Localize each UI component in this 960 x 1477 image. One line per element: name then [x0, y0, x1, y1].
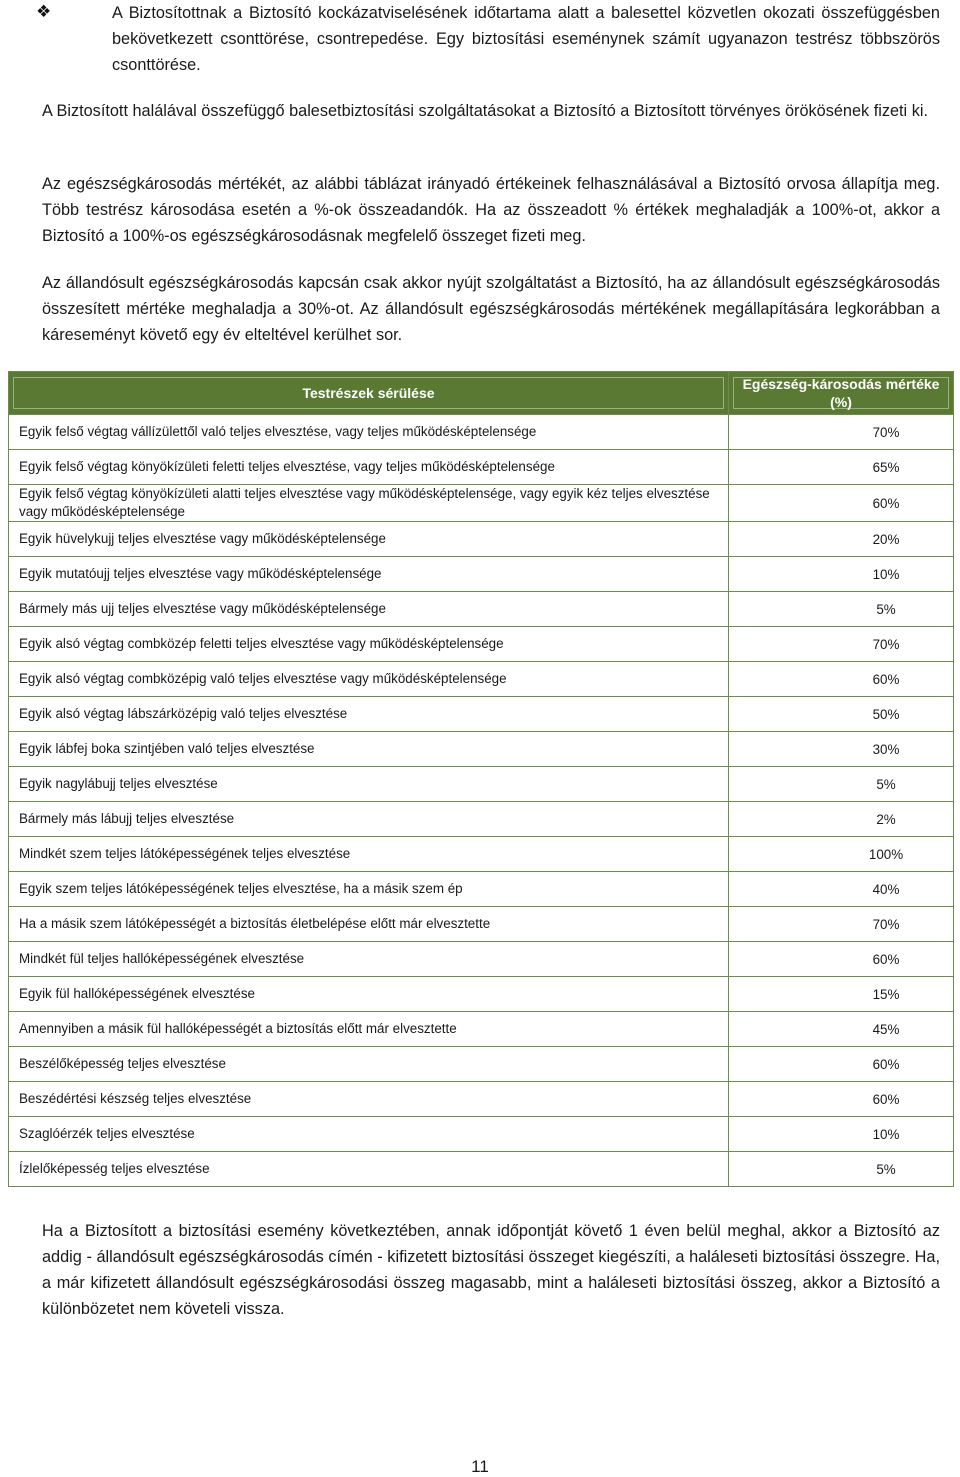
injury-name-cell: Egyik felső végtag könyökízületi alatti teljes elvesztése vagy működésképtelensége, vagy egyik kéz teljes elvesztése vagy működésképtelensége	[9, 485, 729, 522]
table-row	[9, 1117, 954, 1152]
injury-name-cell: Egyik alsó végtag combközép feletti teljes elvesztése vagy működésképtelensége	[9, 627, 729, 662]
table-row	[9, 942, 954, 977]
bullet-paragraph-fracture: A Biztosítottnak a Biztosító kockázatviselésének időtartama alatt a balesettel közvetlen okozati összefüggésben bekövetkezett csonttörése, csontrepedése. Egy biztosítási eseménynek számít ugyanazon testrész többszörös csonttörése.	[112, 4, 940, 74]
paragraph-heirs: A Biztosított halálával összefüggő balesetbiztosítási szolgáltatásokat a Biztosító a Biztosított törvényes örökösének fizeti ki.	[42, 102, 928, 120]
header-rate: Egészség-károsodás mértéke (%)	[729, 372, 954, 415]
table-body	[9, 415, 954, 1187]
table-row	[9, 1012, 954, 1047]
injury-rate-cell: 10%	[729, 1117, 954, 1152]
injury-rate-cell: 2%	[729, 802, 954, 837]
injury-name-cell: Beszédértési készség teljes elvesztése	[9, 1082, 729, 1117]
injury-name-cell: Egyik mutatóujj teljes elvesztése vagy működésképtelensége	[9, 557, 729, 592]
injury-name-cell: Bármely más ujj teljes elvesztése vagy működésképtelensége	[9, 592, 729, 627]
injury-rate-cell: 70%	[729, 907, 954, 942]
injury-rate-cell: 70%	[729, 627, 954, 662]
table-row	[9, 557, 954, 592]
injury-name-cell: Mindkét szem teljes látóképességének teljes elvesztése	[9, 837, 729, 872]
injury-name-cell: Amennyiben a másik fül hallóképességét a biztosítás előtt már elvesztette	[9, 1012, 729, 1047]
injury-rate-cell: 40%	[729, 872, 954, 907]
injury-name-cell: Beszélőképesség teljes elvesztése	[9, 1047, 729, 1082]
injury-name-cell: Ízlelőképesség teljes elvesztése	[9, 1152, 729, 1187]
injury-rate-table	[8, 371, 954, 1187]
injury-name-cell: Egyik hüvelykujj teljes elvesztése vagy működésképtelensége	[9, 522, 729, 557]
injury-name-cell: Egyik felső végtag könyökízületi feletti teljes elvesztése, vagy teljes működésképtelensége	[9, 450, 729, 485]
table-row	[9, 837, 954, 872]
injury-rate-cell: 60%	[729, 942, 954, 977]
injury-rate-cell: 60%	[729, 485, 954, 522]
injury-rate-cell: 60%	[729, 1047, 954, 1082]
injury-rate-cell: 20%	[729, 522, 954, 557]
injury-name-cell: Ha a másik szem látóképességét a biztosítás életbelépése előtt már elvesztette	[9, 907, 729, 942]
paragraph-death-supplement: Ha a Biztosított a biztosítási esemény következtében, annak időpontját követő 1 éven belül meghal, akkor a Biztosító az addig - állandósult egészségkárosodás címén - kifizetett biztosítási összeget kiegészíti, a haláleseti biztosítási összegre. Ha, a már kifizetett állandósult egészségkárosodási összeg magasabb, mint a haláleseti biztosítási összeg, akkor a Biztosító a különbözetet nem követeli vissza.	[42, 1222, 940, 1318]
paragraph-rate-assessment: Az egészségkárosodás mértékét, az alábbi táblázat irányadó értékeinek felhasználásával a Biztosító orvosa állapítja meg. Több testrész károsodása esetén a %-ok összeadandók. Ha az összeadott % értékek meghaladják a 100%-ot, akkor a Biztosító a 100%-os egészségkárosodásnak megfelelő összeget fizeti meg.	[42, 175, 940, 245]
injury-rate-cell: 30%	[729, 732, 954, 767]
injury-name-cell: Egyik felső végtag vállízülettől való teljes elvesztése, vagy teljes működésképtelensége	[9, 415, 729, 450]
injury-rate-cell: 60%	[729, 662, 954, 697]
table-row	[9, 802, 954, 837]
table-row	[9, 1047, 954, 1082]
injury-rate-cell: 45%	[729, 1012, 954, 1047]
table-row	[9, 872, 954, 907]
page-number: 11	[471, 1457, 489, 1476]
injury-rate-cell: 50%	[729, 697, 954, 732]
injury-name-cell: Szaglóérzék teljes elvesztése	[9, 1117, 729, 1152]
table-row	[9, 662, 954, 697]
injury-rate-cell: 100%	[729, 837, 954, 872]
table-row	[9, 1152, 954, 1187]
injury-name-cell: Egyik lábfej boka szintjében való teljes elvesztése	[9, 732, 729, 767]
injury-name-cell: Egyik fül hallóképességének elvesztése	[9, 977, 729, 1012]
table-row	[9, 1082, 954, 1117]
injury-rate-cell: 60%	[729, 1082, 954, 1117]
injury-rate-cell: 65%	[729, 450, 954, 485]
injury-name-cell: Mindkét fül teljes hallóképességének elvesztése	[9, 942, 729, 977]
injury-rate-cell: 5%	[729, 1152, 954, 1187]
paragraph-permanent-damage: Az állandósult egészségkárosodás kapcsán csak akkor nyújt szolgáltatást a Biztosító, ha az állandósult egészségkárosodás összesített mértéke meghaladja a 30%-ot. Az állandósult egészségkárosodás mértékének megállapítására legkorábban a káreseményt követő egy év elteltével kerülhet sor.	[42, 274, 940, 344]
injury-rate-cell: 10%	[729, 557, 954, 592]
table-row	[9, 485, 954, 522]
injury-rate-cell: 70%	[729, 415, 954, 450]
table-row	[9, 450, 954, 485]
table-row	[9, 907, 954, 942]
injury-rate-cell: 15%	[729, 977, 954, 1012]
diamond-bullet-icon: ❖	[36, 2, 52, 22]
table-row	[9, 697, 954, 732]
injury-rate-cell: 5%	[729, 767, 954, 802]
injury-name-cell: Egyik szem teljes látóképességének teljes elvesztése, ha a másik szem ép	[9, 872, 729, 907]
injury-name-cell: Egyik nagylábujj teljes elvesztése	[9, 767, 729, 802]
injury-rate-cell: 5%	[729, 592, 954, 627]
table-row	[9, 732, 954, 767]
table-row	[9, 592, 954, 627]
header-injury: Testrészek sérülése	[9, 372, 729, 415]
injury-name-cell: Egyik alsó végtag lábszárközépig való teljes elvesztése	[9, 697, 729, 732]
injury-name-cell: Egyik alsó végtag combközépig való teljes elvesztése vagy működésképtelensége	[9, 662, 729, 697]
table-row	[9, 415, 954, 450]
table-row	[9, 767, 954, 802]
table-row	[9, 627, 954, 662]
injury-name-cell: Bármely más lábujj teljes elvesztése	[9, 802, 729, 837]
table-row	[9, 977, 954, 1012]
table-header-row	[9, 372, 954, 415]
table-row	[9, 522, 954, 557]
